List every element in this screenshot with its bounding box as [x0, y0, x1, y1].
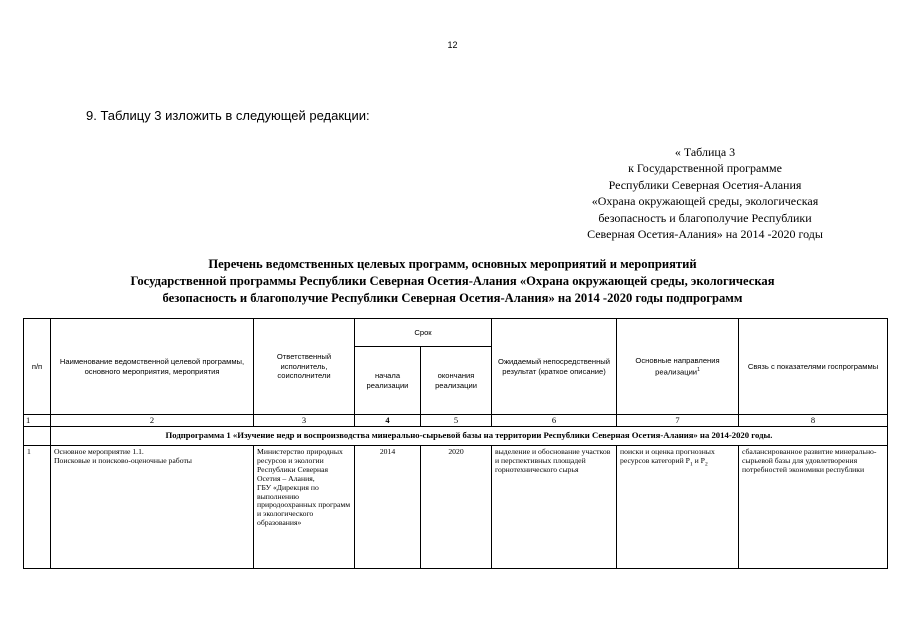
subscript: 1 [689, 461, 693, 468]
header-start: начала реализации [355, 347, 421, 415]
subprogram-title: Подпрограмма 1 «Изучение недр и воспроизводства минерально-сырьевой базы на территории Республики Северная Осетия-Алания» на 2014-2020 годы. [51, 427, 888, 446]
row-executor-line: Министерство природных ресурсов и экологии Республики Северная Осетия – Алания, [257, 447, 343, 483]
table-row [24, 446, 888, 569]
column-number: 8 [739, 415, 888, 427]
annex-line: к Государственной программе [628, 161, 782, 176]
header-np: п/п [24, 319, 51, 415]
amendment-instruction: 9. Таблицу 3 изложить в следующей редакции: [86, 108, 370, 123]
annex-line: Северная Осетия-Алания» на 2014 -2020 годы [587, 227, 823, 242]
row-executor-line: ГБУ «Дирекция по выполнению природоохранных программ и экологического образования» [257, 482, 351, 528]
title-line: Государственной программы Республики Северная Осетия-Алания «Охрана окружающей среды, экологическая [130, 274, 775, 288]
document-title [40, 256, 865, 307]
subscript: 2 [704, 461, 708, 468]
row-name [51, 446, 254, 569]
header-link: Связь с показателями госпрограммы [739, 319, 888, 415]
title-line: Перечень ведомственных целевых программ, основных мероприятий и мероприятий [208, 257, 697, 271]
programs-table [23, 318, 888, 569]
header-name: Наименование ведомственной целевой программы, основного мероприятия, мероприятия [51, 319, 254, 415]
annex-line: Республики Северная Осетия-Алания [608, 177, 802, 192]
row-result: выделение и обоснование участков и перспективных площадей горнотехнического сырья [492, 446, 617, 569]
row-directions [617, 446, 739, 569]
column-number: 2 [51, 415, 254, 427]
subprogram-np-cell [24, 427, 51, 446]
row-np: 1 [24, 446, 51, 569]
annex-block [545, 144, 865, 242]
header-term: Срок [355, 319, 492, 347]
subprogram-row [24, 427, 888, 446]
annex-line: безопасность и благополучие Республики [598, 210, 812, 225]
column-number: 7 [617, 415, 739, 427]
title-line: безопасность и благополучие Республики Северная Осетия-Алания» на 2014 -2020 годы подпрограмм [162, 291, 743, 305]
column-number: 6 [492, 415, 617, 427]
header-executor: Ответственный исполнитель, соисполнители [254, 319, 355, 415]
column-number: 4 [355, 415, 421, 427]
column-number: 5 [421, 415, 492, 427]
row-directions-text: поиски и оценка прогнозных ресурсов категорий Р [620, 447, 715, 465]
header-result: Ожидаемый непосредственный результат (краткое описание) [492, 319, 617, 415]
column-number-row [24, 415, 888, 427]
row-name-line: Основное мероприятие 1.1. [54, 447, 144, 456]
row-name-line: Поисковые и поисково-оценочные работы [54, 455, 192, 465]
annex-line: « Таблица 3 [674, 145, 736, 159]
row-start: 2014 [355, 446, 421, 569]
footnote-marker: 1 [697, 366, 700, 373]
column-number: 3 [254, 415, 355, 427]
page-number: 12 [447, 40, 458, 50]
header-directions [617, 319, 739, 415]
annex-line: «Охрана окружающей среды, экологическая [591, 194, 819, 209]
column-number: 1 [24, 415, 51, 427]
row-link: сбалансированное развитие минерально-сырьевой базы для удовлетворения потребностей экономики республики [739, 446, 888, 569]
header-end: окончания реализации [421, 347, 492, 415]
row-executor [254, 446, 355, 569]
row-end: 2020 [421, 446, 492, 569]
row-directions-and: и Р [692, 455, 705, 465]
header-directions-text: Основные направления реализации [635, 356, 720, 377]
